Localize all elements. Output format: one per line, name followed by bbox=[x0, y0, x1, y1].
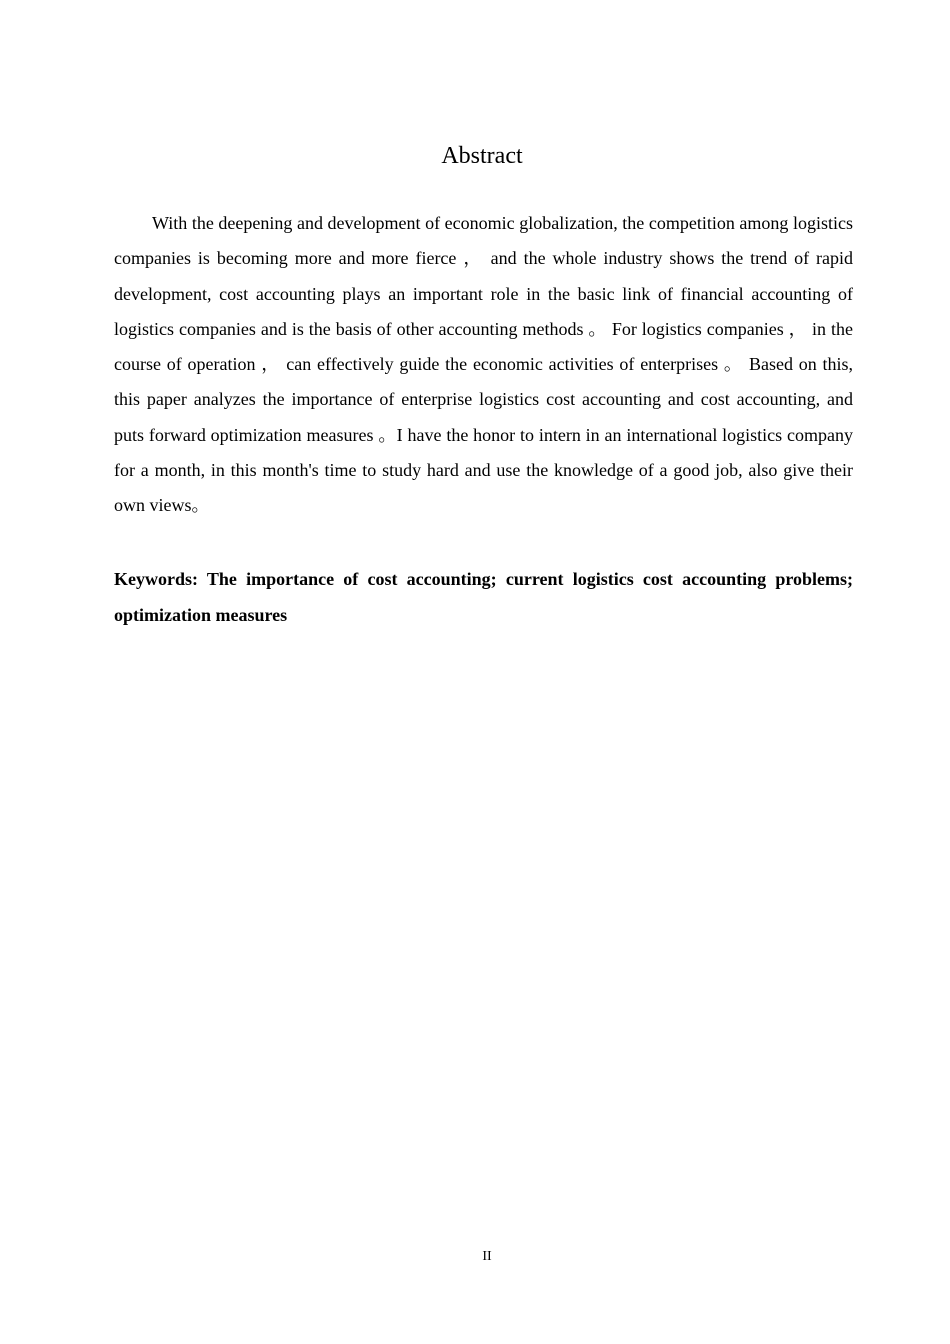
abstract-title: Abstract bbox=[441, 143, 523, 170]
keywords-paragraph: Keywords: The importance of cost accounting; current logistics cost accounting problems; optimization measures bbox=[114, 569, 853, 625]
page-number: II bbox=[482, 1249, 492, 1264]
abstract-paragraph: With the deepening and development of economic globalization, the competition among logistics companies is becoming more and more fierce ， and the whole industry shows the trend of rapid development, cost accounting plays an important role in the basic link of financial accounting of logistics companies and is the basis of other accounting methods 。 For logistics companies ， in the course of operation ， can effectively guide the economic activities of enterprises 。 Based on this, this paper analyzes the importance of enterprise logistics cost accounting and cost accounting, and puts forward optimization measures 。I have the honor to intern in an international logistics company for a month, in this month's time to study hard and use the knowledge of a good job, also give their own views。 bbox=[114, 213, 853, 516]
